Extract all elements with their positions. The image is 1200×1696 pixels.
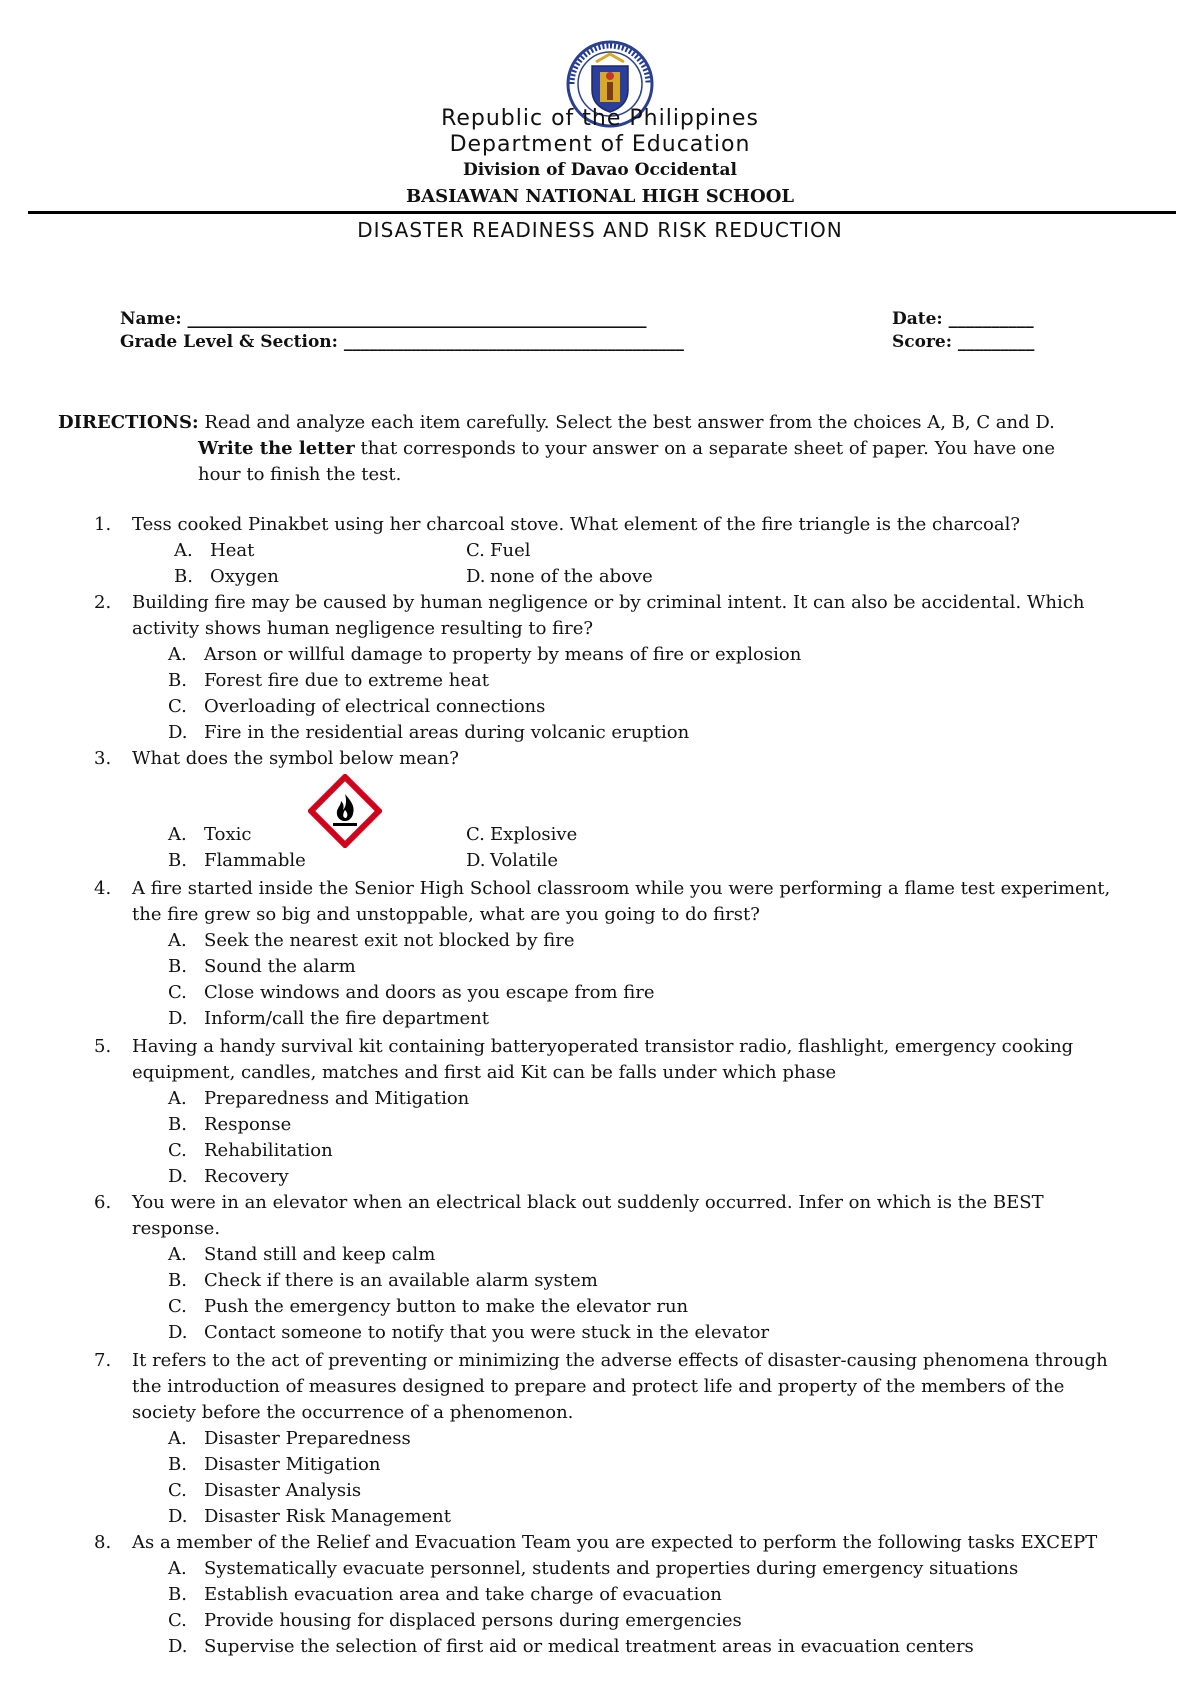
option-text: Response <box>204 1114 292 1135</box>
option-letter: B. <box>168 1270 187 1291</box>
option-text: Supervise the selection of first aid or medical treatment areas in evacuation centers <box>204 1636 974 1657</box>
question-number: 2. <box>94 592 112 613</box>
question-number: 3. <box>94 748 112 769</box>
option-text: Sound the alarm <box>204 956 356 977</box>
question-text: Tess cooked Pinakbet using her charcoal stove. What element of the fire triangle is the charcoal? <box>132 514 1021 535</box>
question-text: Having a handy survival kit containing batteryoperated transistor radio, flashlight, emergency cooking <box>132 1036 1074 1057</box>
option-text: Push the emergency button to make the elevator run <box>204 1296 689 1317</box>
header-divider <box>28 211 1176 214</box>
option-letter: D. <box>168 1322 188 1343</box>
option-letter: B. <box>168 1454 187 1475</box>
option-text: Contact someone to notify that you were stuck in the elevator <box>204 1322 770 1343</box>
question-text: Building fire may be caused by human negligence or by criminal intent. It can also be accidental. Which <box>132 592 1085 613</box>
option-text: none of the above <box>490 566 653 587</box>
option-text: Heat <box>210 540 255 561</box>
option-letter: D. <box>168 1506 188 1527</box>
directions-line-3: hour to finish the test. <box>198 464 402 485</box>
question-number: 7. <box>94 1350 112 1371</box>
question-text: What does the symbol below mean? <box>132 748 459 769</box>
option-text: Fuel <box>490 540 531 561</box>
option-text: Disaster Mitigation <box>204 1454 381 1475</box>
option-text: Seek the nearest exit not blocked by fire <box>204 930 575 951</box>
subject-title: DISASTER READINESS AND RISK REDUCTION <box>357 218 843 242</box>
directions <box>58 410 1148 488</box>
option-letter: A. <box>168 1244 187 1265</box>
option-text: Disaster Preparedness <box>204 1428 411 1449</box>
option-text: Overloading of electrical connections <box>204 696 546 717</box>
question-text: As a member of the Relief and Evacuation Team you are expected to perform the following tasks EXCEPT <box>132 1532 1098 1553</box>
department-heading: Department of Education <box>449 132 751 157</box>
question-text: equipment, candles, matches and first aid Kit can be falls under which phase <box>132 1062 837 1083</box>
directions-line-2: that corresponds to your answer on a separate sheet of paper. You have one <box>354 438 1056 459</box>
option-letter: D. <box>168 1636 188 1657</box>
option-text: Flammable <box>204 850 306 871</box>
option-letter: C. <box>168 1296 187 1317</box>
option-text: Inform/call the fire department <box>204 1008 489 1029</box>
option-letter: C. <box>466 540 485 561</box>
question-text: A fire started inside the Senior High School classroom while you were performing a flame test experiment, <box>132 878 1111 899</box>
option-letter: B. <box>174 566 193 587</box>
question-text: the fire grew so big and unstoppable, what are you going to do first? <box>132 904 760 925</box>
division-heading: Division of Davao Occidental <box>462 160 738 180</box>
option-letter: B. <box>168 956 187 977</box>
question-number: 6. <box>94 1192 112 1213</box>
option-letter: A. <box>168 1558 187 1579</box>
option-letter: C. <box>168 982 187 1003</box>
option-text: Forest fire due to extreme heat <box>204 670 490 691</box>
question-text: activity shows human negligence resulting to fire? <box>132 618 594 639</box>
option-text: Disaster Analysis <box>204 1480 362 1501</box>
option-letter: D. <box>168 1166 188 1187</box>
grade-section-field[interactable]: Grade Level & Section: ________________________________________ <box>120 332 684 352</box>
directions-emphasis: Write the letter <box>198 438 355 459</box>
option-letter: A. <box>168 1428 187 1449</box>
option-text: Provide housing for displaced persons during emergencies <box>204 1610 742 1631</box>
question-number: 5. <box>94 1036 112 1057</box>
option-letter: C. <box>168 696 187 717</box>
option-text: Arson or willful damage to property by means of fire or explosion <box>204 644 802 665</box>
option-text: Recovery <box>204 1166 289 1187</box>
option-text: Explosive <box>490 824 578 845</box>
directions-line-1: Read and analyze each item carefully. Select the best answer from the choices A, B, C and D. <box>198 412 1055 433</box>
option-text: Oxygen <box>210 566 279 587</box>
option-letter: D. <box>466 566 486 587</box>
option-letter: A. <box>168 824 187 845</box>
option-text: Rehabilitation <box>204 1140 333 1161</box>
republic-heading: Republic of the Philippines <box>441 106 759 131</box>
question-number: 8. <box>94 1532 112 1553</box>
option-text: Toxic <box>204 824 252 845</box>
date-field[interactable]: Date: __________ <box>892 309 1034 329</box>
option-text: Preparedness and Mitigation <box>204 1088 470 1109</box>
option-letter: D. <box>466 850 486 871</box>
option-letter: A. <box>168 644 187 665</box>
option-text: Systematically evacuate personnel, students and properties during emergency situations <box>204 1558 1019 1579</box>
question-text: the introduction of measures designed to prepare and protect life and property of the members of the <box>132 1376 1065 1397</box>
option-letter: C. <box>168 1140 187 1161</box>
question-text: society before the occurrence of a phenomenon. <box>132 1402 574 1423</box>
option-text: Check if there is an available alarm system <box>204 1270 598 1291</box>
option-text: Stand still and keep calm <box>204 1244 436 1265</box>
option-letter: A. <box>174 540 193 561</box>
directions-label: DIRECTIONS: <box>58 412 199 433</box>
option-text: Establish evacuation area and take charge of evacuation <box>204 1584 722 1605</box>
option-letter: B. <box>168 1584 187 1605</box>
option-text: Close windows and doors as you escape from fire <box>204 982 655 1003</box>
question-text: You were in an elevator when an electrical black out suddenly occurred. Infer on which is the BEST <box>132 1192 1044 1213</box>
flammable-hazard-icon <box>308 774 382 848</box>
school-heading: BASIAWAN NATIONAL HIGH SCHOOL <box>405 186 795 207</box>
option-letter: D. <box>168 722 188 743</box>
option-letter: C. <box>466 824 485 845</box>
option-text: Volatile <box>490 850 559 871</box>
question-text: response. <box>132 1218 221 1239</box>
question-number: 4. <box>94 878 112 899</box>
question-text: It refers to the act of preventing or minimizing the adverse effects of disaster-causing phenomena through <box>132 1350 1108 1371</box>
option-letter: C. <box>168 1480 187 1501</box>
option-letter: B. <box>168 670 187 691</box>
option-letter: D. <box>168 1008 188 1029</box>
option-letter: A. <box>168 1088 187 1109</box>
name-field[interactable]: Name: ______________________________________________________ <box>120 309 647 329</box>
option-letter: C. <box>168 1610 187 1631</box>
option-letter: B. <box>168 850 187 871</box>
option-text: Disaster Risk Management <box>204 1506 451 1527</box>
option-letter: A. <box>168 930 187 951</box>
score-field[interactable]: Score: _________ <box>892 332 1035 352</box>
question-number: 1. <box>94 514 112 535</box>
option-text: Fire in the residential areas during volcanic eruption <box>204 722 690 743</box>
option-letter: B. <box>168 1114 187 1135</box>
